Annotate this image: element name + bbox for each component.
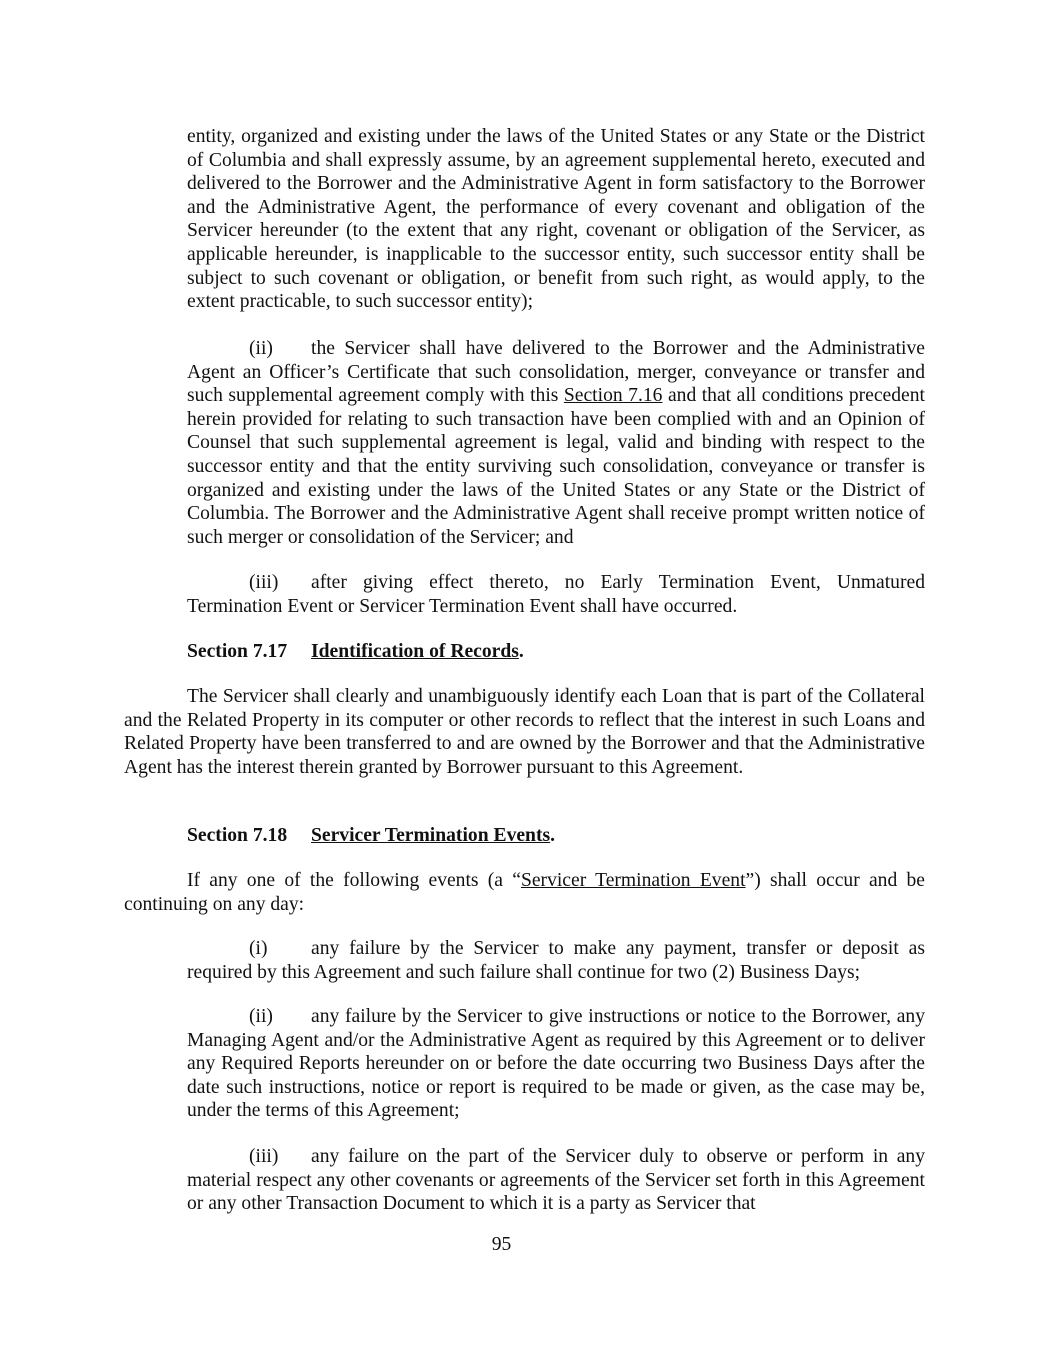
section-number: Section 7.18	[187, 825, 288, 846]
clause-text: any failure on the part of the Servicer duly to observe or perform in any material respect any other covenants or agreements of the Servicer set forth in this Agreement or any other Transaction Document to which it is a party as Servicer that	[187, 1146, 925, 1215]
clause-iii-no-termination-event	[187, 571, 925, 618]
clause-ii-notice-failure	[187, 1005, 925, 1123]
clause-number: (iii)	[249, 572, 279, 593]
clause-number: (iii)	[249, 1146, 279, 1167]
intro-text-part-a: If any one of the following events (a “	[187, 870, 521, 891]
clause-text: after giving effect thereto, no Early Termination Event, Unmatured Termination Event or Servicer Termination Event shall have occurred.	[187, 572, 925, 617]
section-reference-link[interactable]: Section 7.16	[563, 385, 663, 407]
defined-term: Servicer Termination Event	[520, 870, 746, 891]
intro-text-part-b: ”) shall occur and be continuing on any day:	[124, 870, 925, 915]
continued-paragraph: entity, organized and existing under the laws of the United States or any State or the District of Columbia and shall expressly assume, by an agreement supplemental hereto, executed and delivered to the Borrower and the Administrative Agent in form satisfactory to the Borrower and the Administrative Agent, the performance of every covenant and obligation of the Servicer hereunder (to the extent that any right, covenant or obligation of the Servicer, as applicable hereunder, is inapplicable to the successor entity, such successor entity shall be subject to such covenant or obligation, or benefit from such right, as would apply, to the extent practicable, to such successor entity);	[187, 126, 925, 313]
clause-ii-successor-certificate	[187, 337, 925, 549]
clause-text-part-a: the Servicer shall have delivered to the Borrower and the Administrative Agent an Officer’s Certificate that such consolidation, merger, conveyance or transfer and such supplemental agreement comply with this	[187, 338, 925, 407]
section-heading-7-17	[187, 640, 524, 664]
clause-number: (ii)	[249, 1006, 273, 1027]
section-heading-7-18	[187, 824, 555, 848]
clause-text: any failure by the Servicer to make any payment, transfer or deposit as required by this Agreement and such failure shall continue for two (2) Business Days;	[187, 938, 925, 983]
termination-events-intro-paragraph	[124, 869, 925, 916]
section-title-period: .	[518, 641, 524, 662]
identification-of-records-paragraph: The Servicer shall clearly and unambiguously identify each Loan that is part of the Collateral and the Related Property in its computer or other records to reflect that the interest in such Loans and Related Property have been transferred to and are owned by the Borrower and that the Administrative Agent has the interest therein granted by Borrower pursuant to this Agreement.	[124, 686, 925, 778]
clause-number: (ii)	[249, 338, 273, 359]
clause-text-part-b: and that all conditions precedent herein provided for relating to such transaction have been complied with and an Opinion of Counsel that such supplemental agreement is legal, valid and binding with respect to the successor entity and that the entity surviving such consolidation, conveyance or transfer is organized and existing under the laws of the United States or any State or the District of Columbia. The Borrower and the Administrative Agent shall receive prompt written notice of such merger or consolidation of the Servicer; and	[187, 385, 925, 548]
clause-text: any failure by the Servicer to give instructions or notice to the Borrower, any Managing Agent and/or the Administrative Agent as required by this Agreement or to deliver any Required Reports hereunder on or before the date occurring two Business Days after the date such instructions, notice or report is required to be made or given, as the case may be, under the terms of this Agreement;	[187, 1006, 925, 1122]
section-number: Section 7.17	[187, 641, 288, 662]
section-title: Servicer Termination Events	[311, 825, 551, 846]
section-title-period: .	[550, 825, 556, 846]
section-title: Identification of Records	[311, 641, 519, 662]
clause-number: (i)	[249, 938, 268, 959]
page-number: 95	[491, 1234, 512, 1255]
clause-i-payment-failure	[187, 937, 925, 984]
clause-iii-covenant-failure	[187, 1145, 925, 1216]
